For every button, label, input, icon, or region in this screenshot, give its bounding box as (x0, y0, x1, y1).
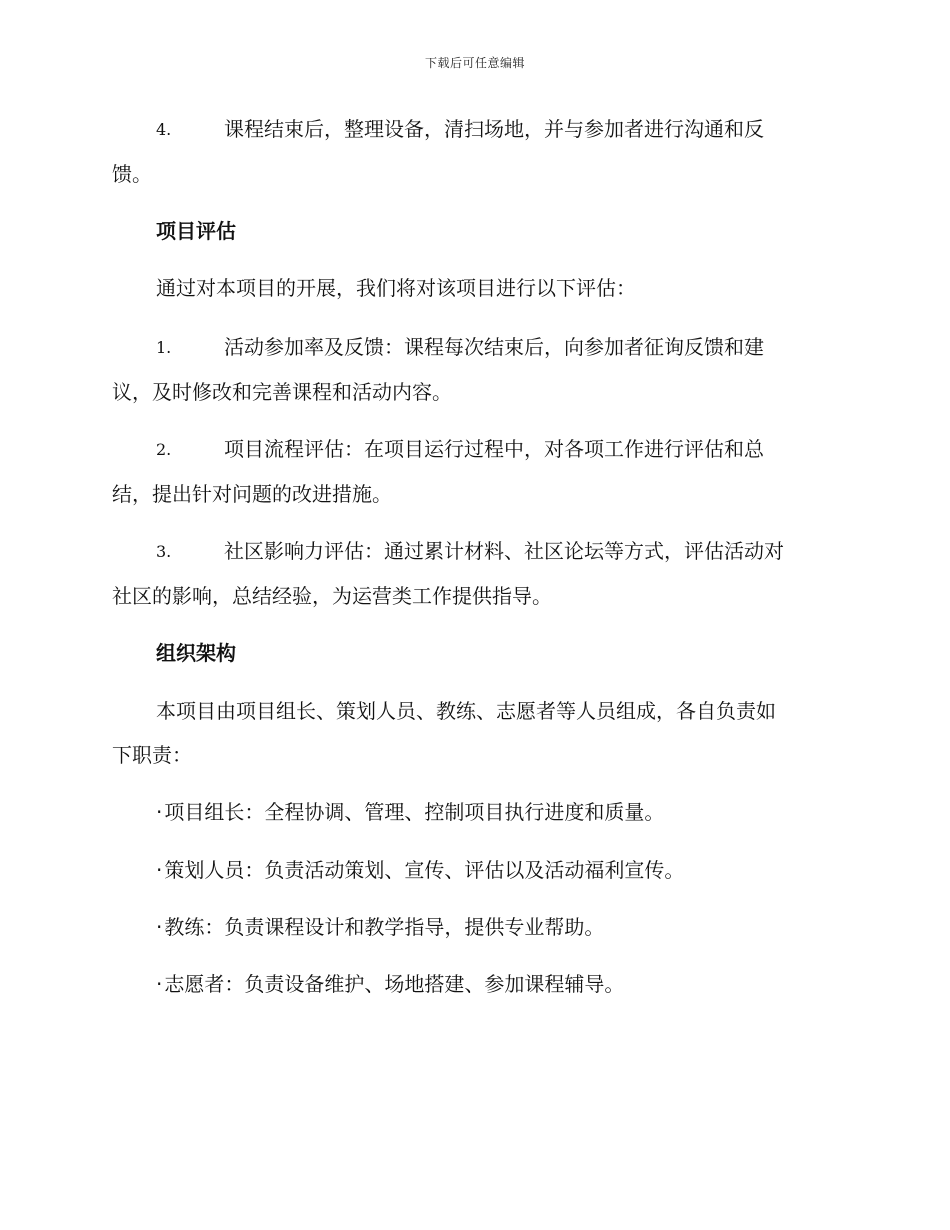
section-heading-organization: 组织架构 (156, 641, 236, 665)
list-item-text-line1: 社区影响力评估：通过累计材料、社区论坛等方式，评估活动对 (224, 539, 784, 563)
list-number: 4. (156, 120, 172, 139)
list-number: 2. (156, 440, 172, 459)
list-item-text-line2: 社区的影响，总结经验，为运营类工作提供指导。 (112, 584, 552, 608)
organization-intro-line1: 本项目由项目组长、策划人员、教练、志愿者等人员组成，各自负责如 (156, 699, 776, 723)
evaluation-item-3 (112, 529, 832, 618)
bullet-dot: · (156, 858, 163, 882)
organization-intro-line2: 下职责： (112, 743, 192, 767)
evaluation-intro: 通过对本项目的开展，我们将对该项目进行以下评估： (156, 276, 636, 300)
organization-intro (112, 689, 832, 777)
role-item-planner (156, 848, 684, 892)
list-item-text-line2: 馈。 (112, 162, 152, 186)
list-item-text-line1: 活动参加率及反馈：课程每次结束后，向参加者征询反馈和建 (224, 335, 764, 359)
role-item-volunteer (156, 962, 624, 1006)
role-text: 项目组长：全程协调、管理、控制项目执行进度和质量。 (164, 800, 665, 824)
list-number: 3. (156, 542, 172, 561)
bullet-dot: · (156, 915, 163, 939)
list-item-text-line2: 结，提出针对问题的改进措施。 (112, 482, 392, 506)
evaluation-item-2 (112, 427, 832, 516)
role-text: 策划人员：负责活动策划、宣传、评估以及活动福利宣传。 (164, 858, 685, 882)
section-heading-evaluation: 项目评估 (156, 219, 236, 243)
role-text: 志愿者：负责设备维护、场地搭建、参加课程辅导。 (164, 972, 625, 996)
role-item-leader (156, 790, 664, 834)
list-item-text-line2: 议，及时修改和完善课程和活动内容。 (112, 380, 452, 404)
bullet-dot: · (156, 972, 163, 996)
role-text: 教练：负责课程设计和教学指导，提供专业帮助。 (164, 915, 605, 939)
list-number: 1. (156, 338, 172, 357)
evaluation-item-1 (112, 325, 832, 414)
list-item-text-line1: 项目流程评估：在项目运行过程中，对各项工作进行评估和总 (224, 437, 764, 461)
list-item-4 (112, 107, 832, 196)
bullet-dot: · (156, 800, 163, 824)
list-item-text-line1: 课程结束后，整理设备，清扫场地，并与参加者进行沟通和反 (224, 117, 764, 141)
role-item-coach (156, 905, 604, 949)
header-note: 下载后可任意编辑 (424, 56, 525, 70)
